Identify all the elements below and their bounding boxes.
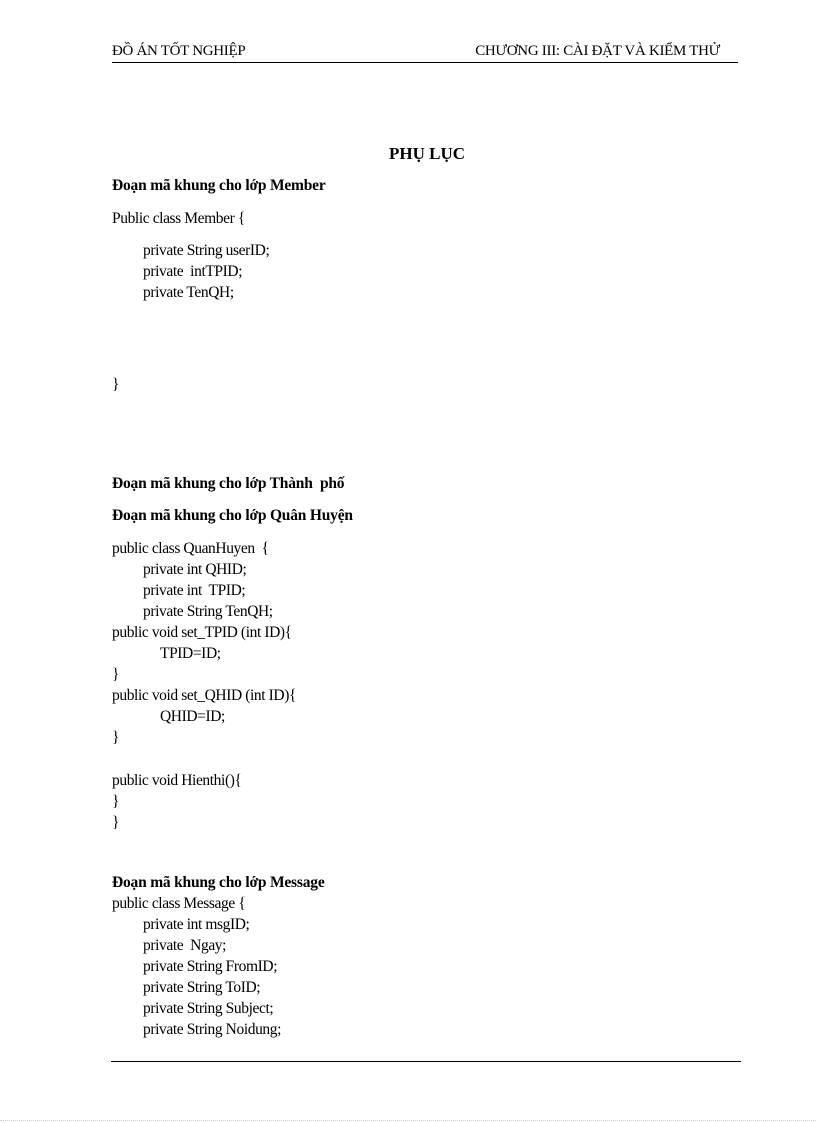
code-line: private TenQH; bbox=[143, 284, 234, 301]
code-line: public class QuanHuyen { bbox=[112, 540, 269, 557]
code-line: private String Subject; bbox=[143, 1000, 274, 1017]
code-line: public void Hienthi(){ bbox=[112, 772, 242, 789]
code-line: } bbox=[112, 793, 120, 810]
page-title: PHỤ LỤC bbox=[388, 144, 466, 163]
code-line: } bbox=[112, 814, 120, 831]
message-section-heading: Đoạn mã khung cho lớp Message bbox=[112, 874, 325, 891]
code-line: } bbox=[112, 666, 120, 683]
code-line: } bbox=[112, 729, 120, 746]
code-line: private String TenQH; bbox=[143, 603, 273, 620]
code-line: public class Message { bbox=[112, 895, 246, 912]
code-line: QHID=ID; bbox=[160, 708, 225, 725]
code-line: private Ngay; bbox=[143, 937, 227, 954]
footer-divider bbox=[111, 1061, 741, 1062]
thanhpho-section-heading: Đoạn mã khung cho lớp Thành phố bbox=[112, 475, 345, 492]
quanhuyen-section-heading: Đoạn mã khung cho lớp Quân Huyện bbox=[112, 507, 353, 524]
page-header bbox=[112, 40, 738, 63]
code-line: Public class Member { bbox=[112, 210, 245, 227]
code-line: private int TPID; bbox=[143, 582, 246, 599]
code-line: private String userID; bbox=[143, 242, 270, 259]
code-line: private String Noidung; bbox=[143, 1021, 282, 1038]
code-line: private int QHID; bbox=[143, 561, 247, 578]
page-bottom-edge bbox=[0, 1120, 816, 1121]
code-line: private String FromID; bbox=[143, 958, 278, 975]
code-line: private int msgID; bbox=[143, 916, 250, 933]
code-line: private intTPID; bbox=[143, 263, 243, 280]
code-line: TPID=ID; bbox=[160, 645, 221, 662]
header-document-title: ĐỒ ÁN TỐT NGHIỆP bbox=[112, 43, 246, 59]
code-line: public void set_TPID (int ID){ bbox=[112, 624, 292, 641]
code-line: private String ToID; bbox=[143, 979, 261, 996]
header-chapter-title: CHƯƠNG III: CÀI ĐẶT VÀ KIỂM THỬ bbox=[475, 43, 720, 59]
code-line: } bbox=[112, 376, 120, 393]
member-section-heading: Đoạn mã khung cho lớp Member bbox=[112, 177, 326, 194]
code-line: public void set_QHID (int ID){ bbox=[112, 687, 296, 704]
